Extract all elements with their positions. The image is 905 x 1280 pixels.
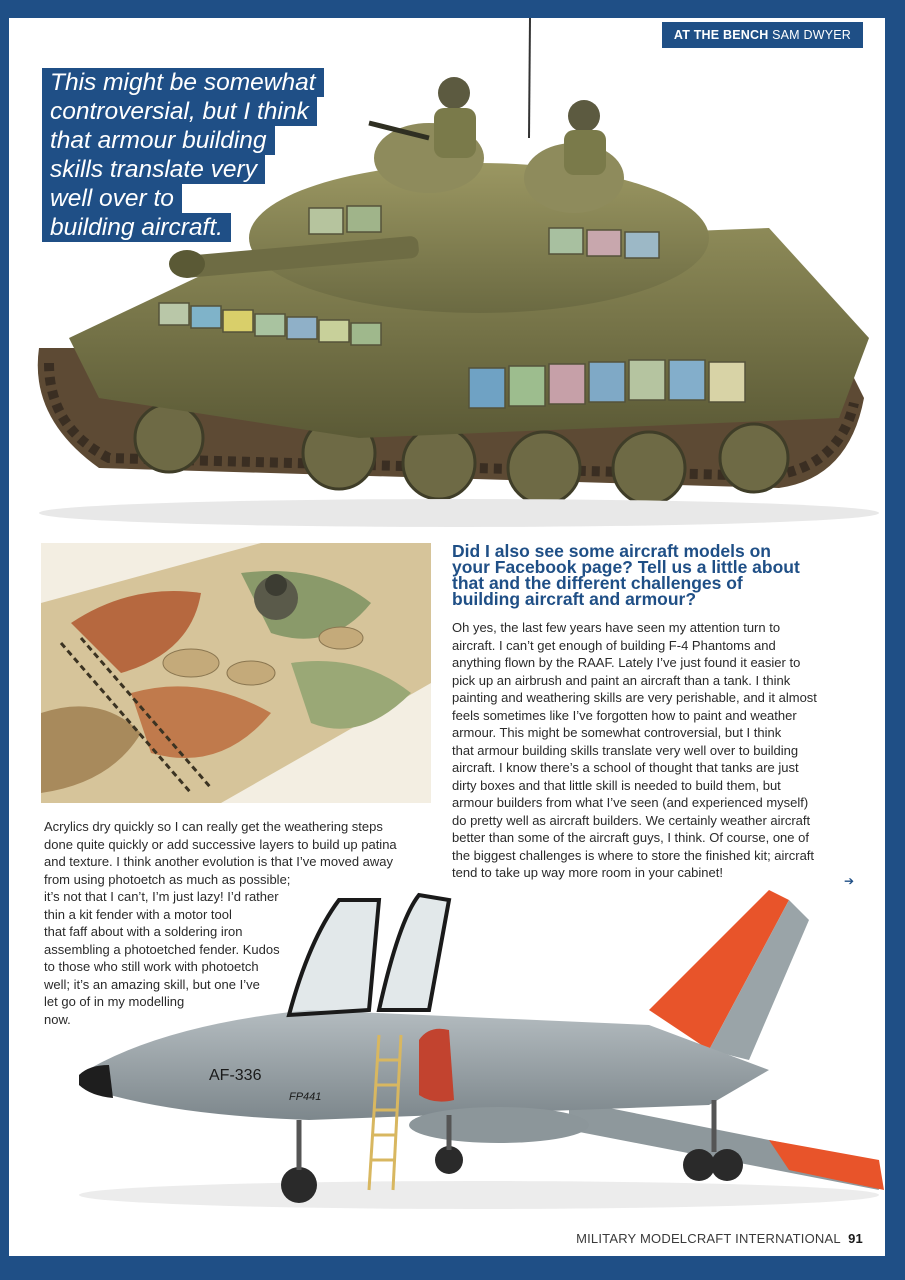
body-line: from using photoetch as much as possible; [44, 871, 291, 887]
body-line: do pretty well as aircraft builders. We certainly weather aircraft [452, 812, 811, 828]
jet-fuselage-code: AF-336 [209, 1067, 262, 1084]
arrow-right-icon: ➔ [844, 874, 855, 888]
body-line: armour builders from what I’ve seen (and experienced myself) [452, 795, 809, 810]
body-line: tend to take up way more room in your cabinet! [452, 865, 723, 880]
heading-line: building aircraft and armour? [452, 589, 697, 609]
answer-body-text [452, 619, 852, 882]
body-line: to those who still work with photoetch [44, 959, 259, 974]
body-line: painting and weathering skills are very perishable, and it almost [452, 690, 817, 705]
body-line: and texture. I think another evolution is that I’ve moved away [44, 854, 394, 869]
body-line: the biggest challenges is where to store the finished kit; aircraft [452, 847, 815, 863]
magazine-title: MILITARY MODELCRAFT INTERNATIONAL [576, 1231, 841, 1246]
section-header-tag [662, 22, 863, 48]
camouflage-tank-detail-photo [41, 543, 431, 803]
body-line: that faff about with a soldering iron [44, 924, 243, 939]
pull-quote-line: controversial, but I think [42, 97, 317, 126]
pull-quote [42, 68, 324, 242]
heading-line: Did I also see some aircraft models on [452, 541, 771, 561]
body-line: done quite quickly or add successive layers to build up patina [44, 836, 397, 852]
body-line: well; it’s an amazing skill, but one I’ve [44, 976, 260, 992]
body-line: aircraft. I know there’s a school of thought that tanks are just [452, 760, 799, 775]
continued-body-text [44, 818, 426, 1028]
page-footer [576, 1231, 863, 1246]
page-number: 91 [848, 1231, 863, 1246]
body-line: feels sometimes like I’ve forgotten how to paint and weather [452, 707, 797, 723]
body-line: dirty boxes and that little skill is needed to build them, but [452, 777, 781, 793]
pull-quote-line: skills translate very [42, 155, 265, 184]
pull-quote-line: that armour building [42, 126, 275, 155]
heading-line: that and the different challenges of [452, 573, 743, 593]
body-line: thin a kit fender with a motor tool [44, 906, 232, 922]
pull-quote-line: well over to [42, 184, 182, 213]
heading-line: your Facebook page? Tell us a little about [452, 557, 800, 577]
body-line: pick up an airbrush and paint an aircraft than a tank. I think [452, 672, 791, 688]
body-line: it’s not that I can’t, I’m just lazy! I’d rather [44, 889, 279, 904]
page-frame-left [0, 0, 9, 1280]
body-line: Acrylics dry quickly so I can really get the weathering steps [44, 819, 383, 834]
body-line: let go of in my modelling [44, 994, 185, 1009]
author-name: SAM DWYER [772, 28, 851, 42]
pull-quote-line: This might be somewhat [42, 68, 324, 97]
page-frame-bottom [0, 1256, 905, 1280]
body-line: aircraft. I can’t get enough of building F-4 Phantoms and [452, 637, 776, 653]
pull-quote-line: building aircraft. [42, 213, 231, 242]
page-frame-top [0, 0, 905, 18]
body-line: that armour building skills translate very well over to building [452, 742, 799, 758]
body-line: assembling a photoetched fender. Kudos [44, 941, 280, 957]
body-line: better than some of the aircraft guys, I think. Of course, one of [452, 830, 809, 845]
page-frame-right [885, 0, 905, 1280]
jet-tail-code: FP441 [289, 1091, 322, 1103]
interview-question-heading [452, 543, 852, 607]
section-name: AT THE BENCH [673, 28, 769, 42]
body-line: anything flown by the RAAF. Lately I’ve just found it easier to [452, 655, 801, 670]
body-line: now. [44, 1011, 71, 1027]
body-line: armour. This might be somewhat controversial, but I think [452, 725, 782, 740]
body-line: Oh yes, the last few years have seen my attention turn to [452, 620, 781, 635]
